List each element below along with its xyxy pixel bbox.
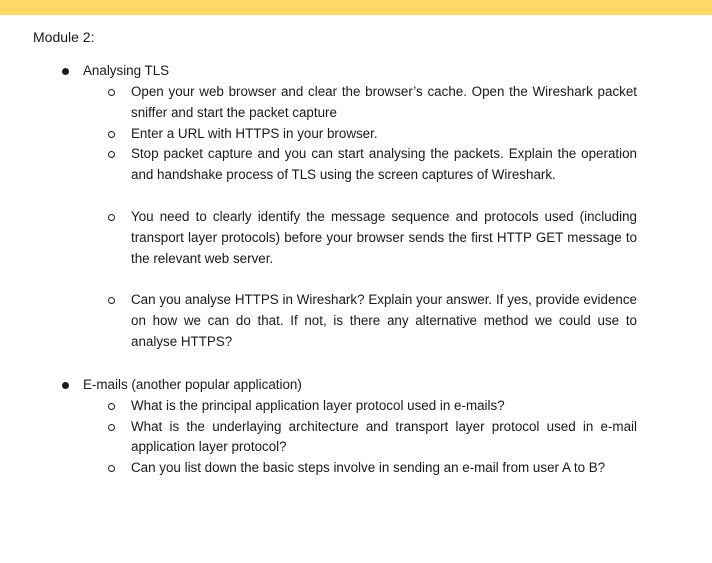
list-item — [0, 124, 637, 145]
header-accent-bar — [0, 0, 712, 15]
circle-bullet-icon — [108, 403, 115, 410]
circle-bullet-icon — [108, 131, 115, 138]
list-item — [0, 290, 637, 352]
circle-bullet-icon — [108, 297, 115, 304]
circle-bullet-icon — [108, 151, 115, 158]
list-item-text: Stop packet capture and you can start analysing the packets. Explain the operation and handshake process of TLS using the screen captures of Wireshark. — [131, 146, 637, 183]
list-item — [0, 82, 637, 124]
list-item — [0, 417, 637, 459]
module-title: Module 2: — [33, 29, 95, 45]
document-body — [0, 61, 712, 479]
section-heading — [0, 375, 712, 396]
list-item-text: Can you list down the basic steps involve in sending an e-mail from user A to B? — [131, 460, 606, 476]
list-item-text: What is the underlaying architecture and transport layer protocol used in e-mail application layer protocol? — [131, 418, 637, 455]
list-item-text: Open your web browser and clear the browser’s cache. Open the Wireshark packet sniffer and start the packet capture — [131, 84, 637, 120]
bullet-icon — [62, 68, 69, 75]
circle-bullet-icon — [108, 89, 115, 96]
list-item-text: What is the principal application layer protocol used in e-mails? — [131, 397, 505, 413]
circle-bullet-icon — [108, 424, 115, 431]
list-item-text: Can you analyse HTTPS in Wireshark? Explain your answer. If yes, provide evidence on how we can do that. If not, is there any alternative method we could use to analyse HTTPS? — [131, 292, 637, 349]
section-heading — [0, 61, 712, 82]
list-item-text: Enter a URL with HTTPS in your browser. — [131, 125, 378, 141]
list-item — [0, 458, 637, 479]
list-item — [0, 207, 637, 269]
circle-bullet-icon — [108, 214, 115, 221]
list-item-text: You need to clearly identify the message sequence and protocols used (including transport layer protocols) before your browser sends the first HTTP GET message to the relevant web server. — [131, 208, 637, 266]
section-heading-text: Analysing TLS — [83, 63, 170, 78]
list-item — [0, 396, 637, 417]
section-emails — [0, 375, 712, 479]
circle-bullet-icon — [108, 465, 115, 472]
section-heading-text: E-mails (another popular application) — [83, 376, 302, 392]
bullet-icon — [62, 382, 69, 389]
list-item — [0, 144, 637, 186]
section-analysing-tls — [0, 61, 712, 353]
